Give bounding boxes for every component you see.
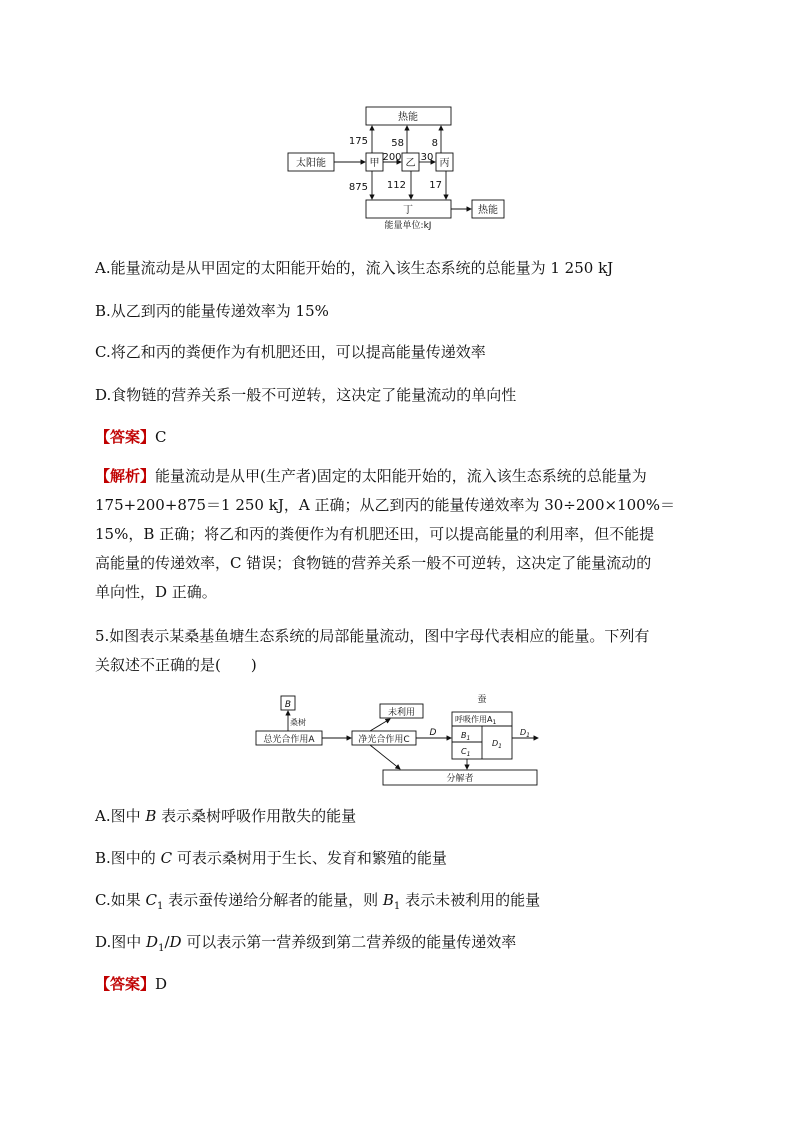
total-ps-label: 总光合作用A (263, 735, 315, 745)
analysis-line-1: 能量流动是从甲(生产者)固定的太阳能开始的，流入该生态系统的总能量为 (155, 467, 647, 485)
value-200: 200 (382, 152, 402, 163)
q4-analysis (95, 462, 705, 607)
answer-tag: 【答案】 (95, 975, 156, 993)
q5-option-c: C.如果 $C_1$ 表示蚕传递给分解者的能量，则 $B_1$ 表示未被利用的能量 (95, 891, 541, 912)
b1-label: $B_1$ (461, 731, 471, 742)
answer-value: D (155, 975, 168, 993)
resp-label: 呼吸作用$A_1$ (455, 715, 497, 726)
q5-stem-line-1: 5.如图表示某桑基鱼塘生态系统的局部能量流动，图中字母代表相应的能量。下列有 (95, 627, 650, 645)
sangshu-label: 桑树 (290, 718, 306, 727)
value-58: 58 (391, 138, 404, 149)
energy-flow-diagram-1 (280, 100, 520, 235)
yi-label: 乙 (405, 158, 416, 169)
analysis-line-2: 175+200+875＝1 250 kJ，A 正确；从乙到丙的能量传递效率为 30÷200×100%＝ (95, 496, 675, 514)
value-8: 8 (431, 138, 438, 149)
value-175: 175 (348, 136, 368, 147)
q5-stem-line-2: 关叙述不正确的是( ) (95, 656, 257, 674)
c1-label: $C_1$ (461, 747, 471, 758)
d-label: D (429, 728, 437, 738)
q4-option-b: B.从乙到丙的能量传递效率为 15% (95, 302, 329, 320)
decomposer-label: 分解者 (446, 774, 474, 784)
analysis-line-4: 高能量的传递效率，C 错误；食物链的营养关系一般不可逆转，这决定了能量流动的 (95, 554, 652, 572)
q4-option-d: D.食物链的营养关系一般不可逆转，这决定了能量流动的单向性 (95, 386, 517, 404)
energy-flow-diagram-2 (250, 688, 545, 790)
heat-top-label: 热能 (398, 112, 418, 123)
d1-label: $D_1$ (492, 739, 502, 750)
d1-out-label: $D_1$ (520, 728, 530, 739)
jia-label: 甲 (369, 158, 380, 169)
silkworm-label: 蚕 (477, 695, 487, 705)
q5-option-b: B.图中的 C 可表示桑树用于生长、发育和繁殖的能量 (95, 849, 447, 867)
unit-label: 能量单位:kJ (384, 221, 432, 231)
analysis-line-5: 单向性，D 正确。 (95, 583, 217, 601)
unused-label: 未利用 (387, 708, 416, 718)
ding-label: 丁 (403, 205, 413, 216)
heat-right-label: 热能 (478, 205, 498, 216)
answer-tag: 【答案】 (95, 428, 156, 446)
q4-option-a: A.能量流动是从甲固定的太阳能开始的，流入该生态系统的总能量为 1 250 kJ (95, 259, 614, 277)
sun-label: 太阳能 (296, 158, 326, 169)
bing-label: 丙 (439, 158, 450, 169)
q5-stem (95, 622, 705, 680)
q5-option-d: D.图中 $D_1/D$ 可以表示第一营养级到第二营养级的能量传递效率 (95, 933, 517, 954)
q4-answer (95, 427, 167, 447)
b-label: B (284, 700, 292, 710)
q5-answer (95, 974, 167, 994)
value-875: 875 (348, 182, 368, 193)
value-112: 112 (386, 180, 406, 191)
value-30: 30 (420, 152, 434, 163)
q5-option-a: A.图中 B 表示桑树呼吸作用散失的能量 (95, 807, 357, 825)
q4-option-c: C.将乙和丙的粪便作为有机肥还田，可以提高能量传递效率 (95, 343, 486, 361)
value-17: 17 (429, 180, 442, 191)
net-ps-label: 净光合作用C (358, 735, 410, 745)
analysis-tag: 【解析】 (95, 467, 156, 485)
answer-value: C (155, 428, 167, 446)
analysis-line-3: 15%，B 正确；将乙和丙的粪便作为有机肥还田，可以提高能量的利用率，但不能提 (95, 525, 655, 543)
